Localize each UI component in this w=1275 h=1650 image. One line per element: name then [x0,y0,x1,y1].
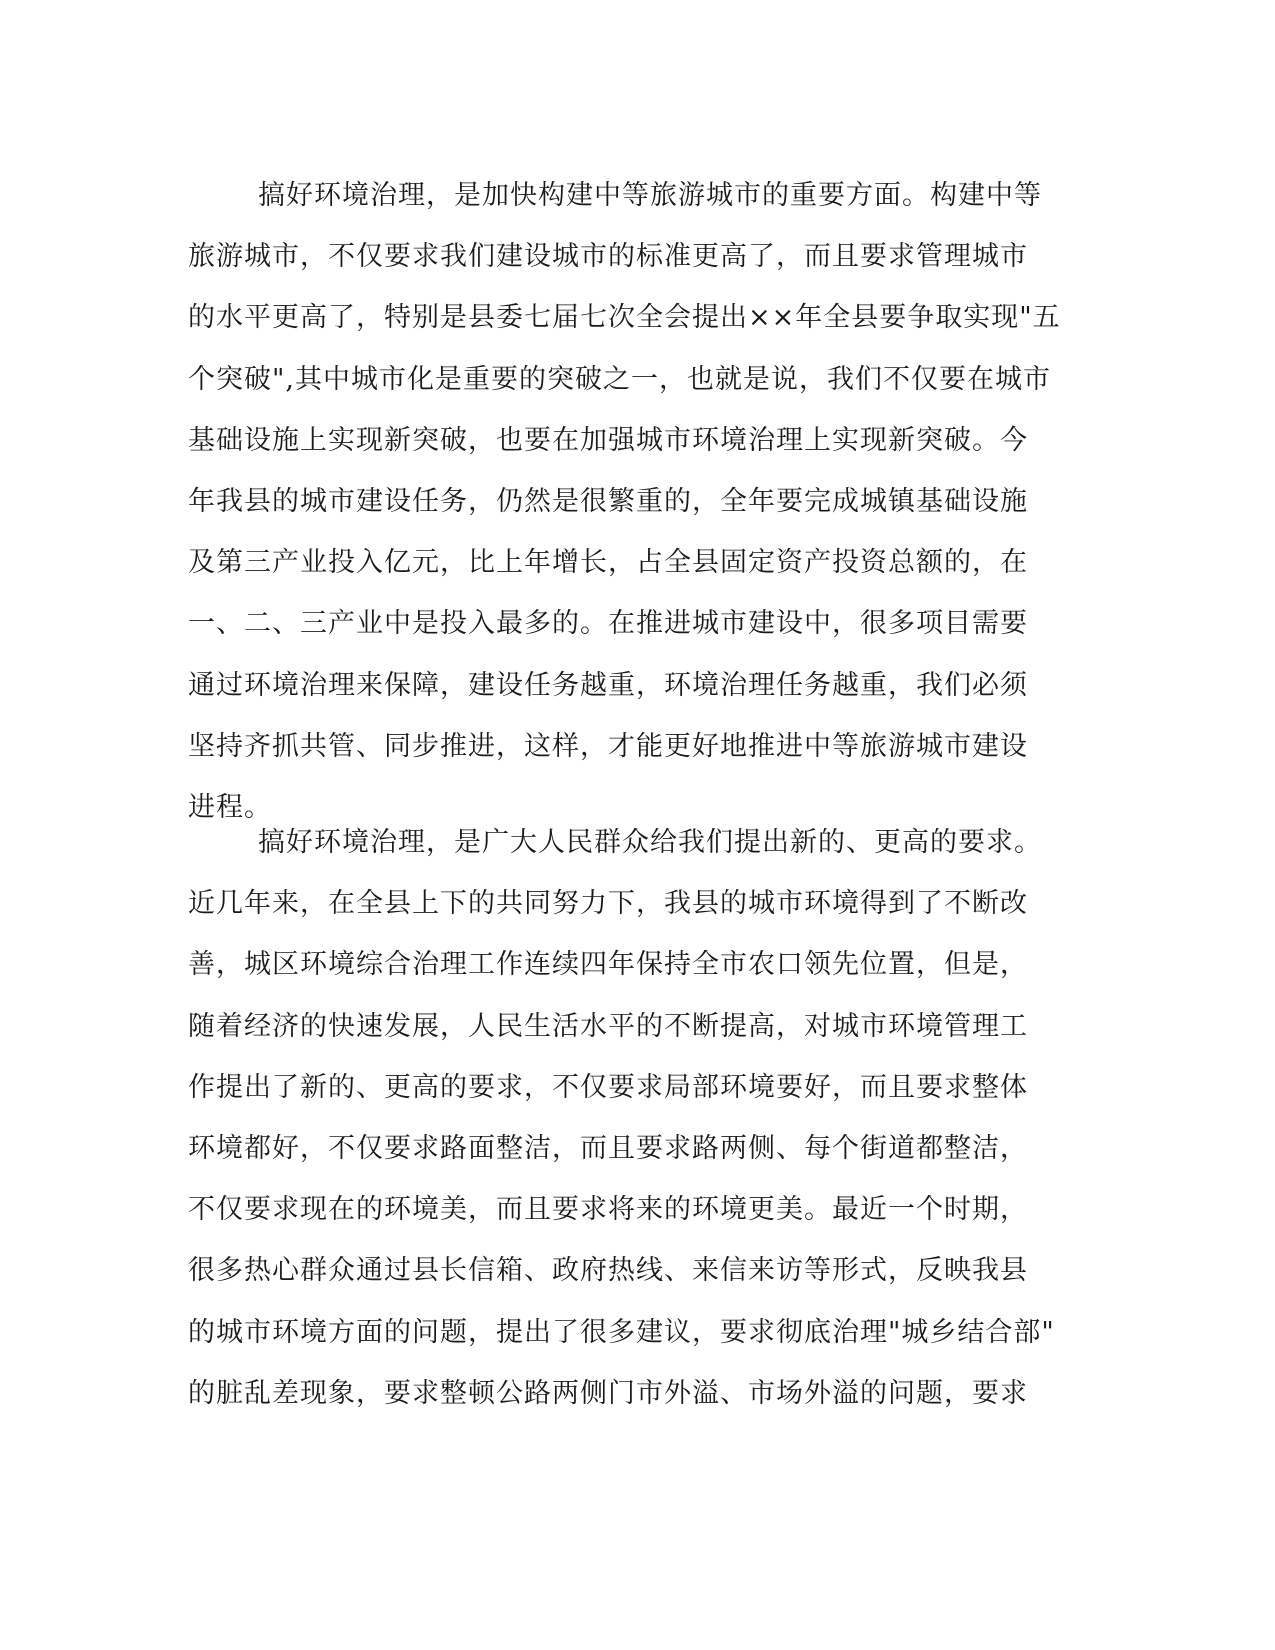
paragraph-line: 近几年来，在全县上下的共同努力下，我县的城市环境得到了不断改 [188,888,1028,920]
paragraph-line: 的脏乱差现象，要求整顿公路两侧门市外溢、市场外溢的问题，要求 [188,1377,1028,1409]
paragraph-line: 坚持齐抓共管、同步推进，这样，才能更好地推进中等旅游城市建设 [188,730,1028,762]
paragraph-line: 搞好环境治理，是广大人民群众给我们提出新的、更高的要求。 [258,827,1042,858]
paragraph-line: 个突破",其中城市化是重要的突破之一，也就是说，我们不仅要在城市 [188,363,1052,395]
paragraph-line: 年我县的城市建设任务，仍然是很繁重的，全年要完成城镇基础设施 [188,485,1028,517]
paragraph-line: 通过环境治理来保障，建设任务越重，环境治理任务越重，我们必须 [188,669,1028,701]
paragraph-line: 一、二、三产业中是投入最多的。在推进城市建设中，很多项目需要 [188,608,1028,640]
paragraph-line: 基础设施上实现新突破，也要在加强城市环境治理上实现新突破。今 [188,424,1028,456]
paragraph-line: 环境都好，不仅要求路面整洁，而且要求路两侧、每个街道都整洁， [188,1132,1028,1164]
paragraph-line: 不仅要求现在的环境美，而且要求将来的环境更美。最近一个时期， [188,1194,1028,1226]
paragraph-2 [188,812,1068,1424]
paragraph-line: 及第三产业投入亿元，比上年增长，占全县固定资产投资总额的，在 [188,547,1028,579]
paragraph-line: 的城市环境方面的问题，提出了很多建议，要求彻底治理"城乡结合部" [188,1316,1055,1348]
paragraph-line: 旅游城市，不仅要求我们建设城市的标准更高了，而且要求管理城市 [188,241,1028,273]
paragraph-line: 进程。 [188,791,272,823]
paragraph-line: 随着经济的快速发展，人民生活水平的不断提高，对城市环境管理工 [188,1010,1028,1042]
paragraph-line: 搞好环境治理，是加快构建中等旅游城市的重要方面。构建中等 [258,180,1042,211]
paragraph-line: 作提出了新的、更高的要求，不仅要求局部环境要好，而且要求整体 [188,1071,1028,1103]
paragraph-line: 的水平更高了，特别是县委七届七次全会提出××年全县要争取实现"五 [188,302,1061,334]
paragraph-1 [188,165,1068,838]
paragraph-line: 很多热心群众通过县长信箱、政府热线、来信来访等形式，反映我县 [188,1255,1028,1287]
paragraph-line: 善，城区环境综合治理工作连续四年保持全市农口领先位置，但是， [188,949,1028,981]
